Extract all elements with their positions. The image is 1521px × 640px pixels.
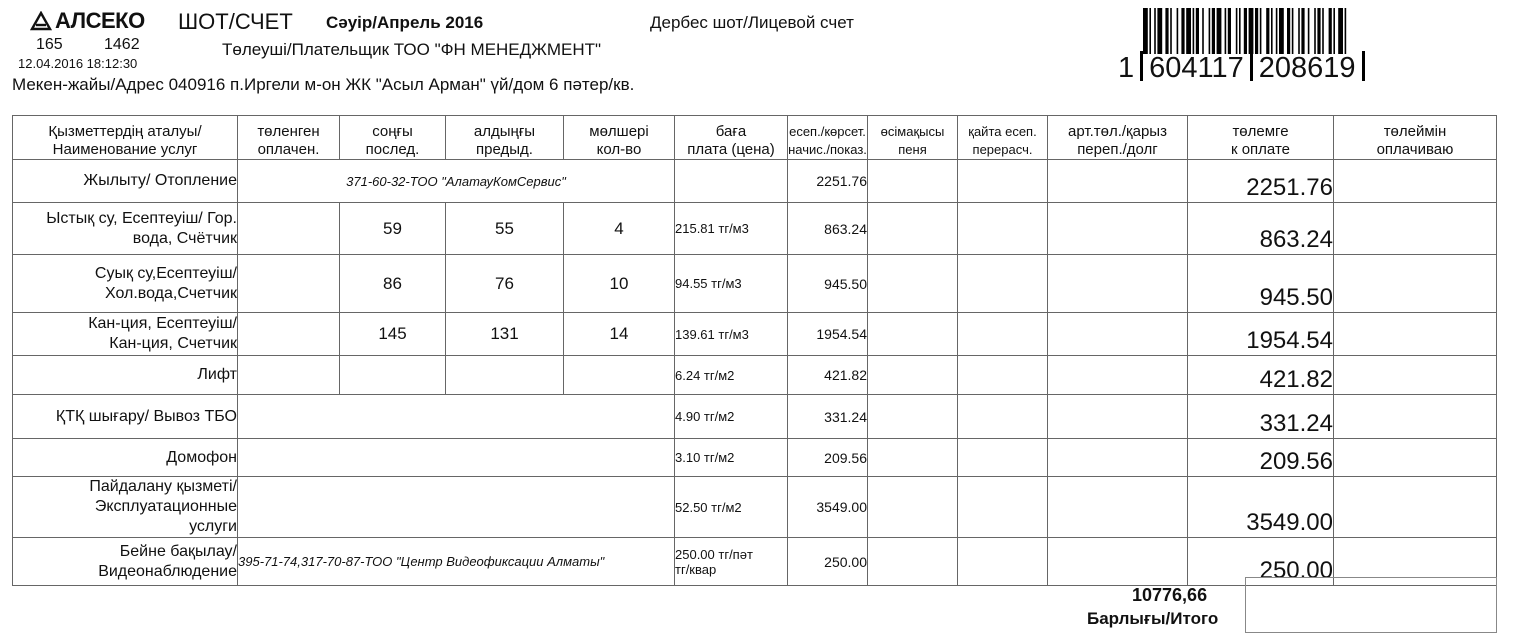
penalty [868,255,958,313]
service-name: Суық су,Есептеуіш/ Хол.вода,Счетчик [13,255,238,313]
sector-code: 1462 [104,36,140,53]
recalculation [958,477,1048,538]
charged: 250.00 [788,538,868,586]
empty-meter-cells [238,439,675,477]
debt [1048,203,1188,255]
barcode-prefix: 1 [1118,52,1135,84]
quantity: 14 [564,313,675,356]
meter-last: 145 [340,313,446,356]
barcode-number [1118,51,1371,85]
price: 6.24 тг/м2 [675,356,788,395]
recalculation [958,356,1048,395]
logo-text: АЛСЕКО [55,8,145,33]
payment-input[interactable] [1334,255,1497,313]
price: 139.61 тг/м3 [675,313,788,356]
penalty [868,395,958,439]
header-paid: төленген оплачен. [238,116,340,160]
amount-due: 209.56 [1188,439,1334,477]
table-row [13,356,1497,395]
barcode [1143,8,1425,54]
service-name: Кан-ция, Есептеуіш/ Кан-ция, Счетчик [13,313,238,356]
payer: Төлеуші/Плательщик ТОО "ФН МЕНЕДЖМЕНТ" [222,40,602,59]
service-name: Домофон [13,439,238,477]
charged: 863.24 [788,203,868,255]
amount-due: 3549.00 [1188,477,1334,538]
meter-prev: 131 [446,313,564,356]
payment-input[interactable] [1334,477,1497,538]
debt [1048,439,1188,477]
meter-last: 59 [340,203,446,255]
penalty [868,538,958,586]
total-payment-field[interactable] [1245,577,1497,633]
payment-input[interactable] [1334,439,1497,477]
price: 215.81 тг/м3 [675,203,788,255]
recalculation [958,160,1048,203]
quantity: 10 [564,255,675,313]
services-table [12,115,1497,586]
payment-input[interactable] [1334,313,1497,356]
alseko-logo-icon [30,11,52,31]
meter-prev: 55 [446,203,564,255]
amount-due: 2251.76 [1188,160,1334,203]
debt [1048,356,1188,395]
empty-meter-cells [238,477,675,538]
debt [1048,477,1188,538]
recalculation [958,395,1048,439]
penalty [868,313,958,356]
total-value: 10776,66 [1132,585,1208,605]
header-service: Қызметтердің аталуы/ Наименование услуг [13,116,238,160]
table-header-row [13,116,1497,160]
penalty [868,203,958,255]
quantity: 4 [564,203,675,255]
header-recalc: қайта есеп. перерасч. [958,116,1048,160]
price: 3.10 тг/м2 [675,439,788,477]
amount-due: 331.24 [1188,395,1334,439]
debt [1048,160,1188,203]
header-debt: арт.төл./қарыз переп./долг [1048,116,1188,160]
total-label: Барлығы/Итого [1087,609,1219,628]
header-qty: мөлшері кол-во [564,116,675,160]
billing-period: Сәуір/Апрель 2016 [326,13,484,32]
penalty [868,439,958,477]
quantity [564,356,675,395]
charged: 331.24 [788,395,868,439]
recalculation [958,203,1048,255]
recalculation [958,538,1048,586]
amount-due: 1954.54 [1188,313,1334,356]
document-type: ШОТ/СЧЕТ [178,9,293,34]
service-name: Лифт [13,356,238,395]
service-name: Жылыту/ Отопление [13,160,238,203]
table-row [13,203,1497,255]
table-row [13,439,1497,477]
amount-due: 945.50 [1188,255,1334,313]
header-charged: есеп./көрсет. начис./показ. [788,116,868,160]
service-name: Ыстық су, Есептеуіш/ Гор. вода, Счётчик [13,203,238,255]
agent-code: 165 [36,36,63,53]
amount-due: 863.24 [1188,203,1334,255]
charged: 3549.00 [788,477,868,538]
paid [238,203,340,255]
penalty [868,477,958,538]
payment-input[interactable] [1334,160,1497,203]
charged: 2251.76 [788,160,868,203]
paid [238,356,340,395]
header-prev: алдыңғы предыд. [446,116,564,160]
service-name: Бейне бақылау/ Видеонаблюдение [13,538,238,586]
supplier-info: 395-71-74,317-70-87-ТОО "Центр Видеофиксации Алматы" [238,538,675,586]
amount-due: 250.00 [1188,538,1334,586]
print-timestamp: 12.04.2016 18:12:30 [18,56,138,71]
charged: 421.82 [788,356,868,395]
address: Мекен-жайы/Адрес 040916 п.Иргели м-он ЖК "Асыл Арман" үй/дом 6 пәтер/кв. [12,75,635,94]
recalculation [958,313,1048,356]
supplier-info: 371-60-32-ТОО "АлатауКомСервис" [238,160,675,203]
barcode-part-2: 208619 [1258,52,1356,84]
payment-input[interactable] [1334,203,1497,255]
header-last: соңғы послед. [340,116,446,160]
price: 94.55 тг/м3 [675,255,788,313]
debt [1048,313,1188,356]
meter-last [340,356,446,395]
meter-prev [446,356,564,395]
table-row [13,160,1497,203]
charged: 209.56 [788,439,868,477]
meter-last: 86 [340,255,446,313]
empty-meter-cells [238,395,675,439]
penalty [868,160,958,203]
barcode-part-1: 604117 [1149,52,1244,84]
debt [1048,255,1188,313]
charged: 1954.54 [788,313,868,356]
payment-input[interactable] [1334,356,1497,395]
alseko-logo [30,8,145,34]
meter-prev: 76 [446,255,564,313]
charged: 945.50 [788,255,868,313]
table-row [13,255,1497,313]
debt [1048,395,1188,439]
account-label: Дербес шот/Лицевой счет [650,13,854,32]
price: 250.00 тг/пәт тг/квар [675,538,788,586]
recalculation [958,439,1048,477]
table-row [13,395,1497,439]
penalty [868,356,958,395]
amount-due: 421.82 [1188,356,1334,395]
debt [1048,538,1188,586]
service-name: ҚТҚ шығару/ Вывоз ТБО [13,395,238,439]
payment-input[interactable] [1334,395,1497,439]
paid [238,255,340,313]
price: 52.50 тг/м2 [675,477,788,538]
table-row [13,313,1497,356]
price [675,160,788,203]
recalculation [958,255,1048,313]
table-row [13,477,1497,538]
header-due: төлемге к оплате [1188,116,1334,160]
price: 4.90 тг/м2 [675,395,788,439]
paid [238,313,340,356]
service-name: Пайдалану қызметі/ Эксплуатационные услуги [13,477,238,538]
header-price: баға плата (цена) [675,116,788,160]
header-pay: төлеймін оплачиваю [1334,116,1497,160]
header-penalty: өсімақысы пеня [868,116,958,160]
